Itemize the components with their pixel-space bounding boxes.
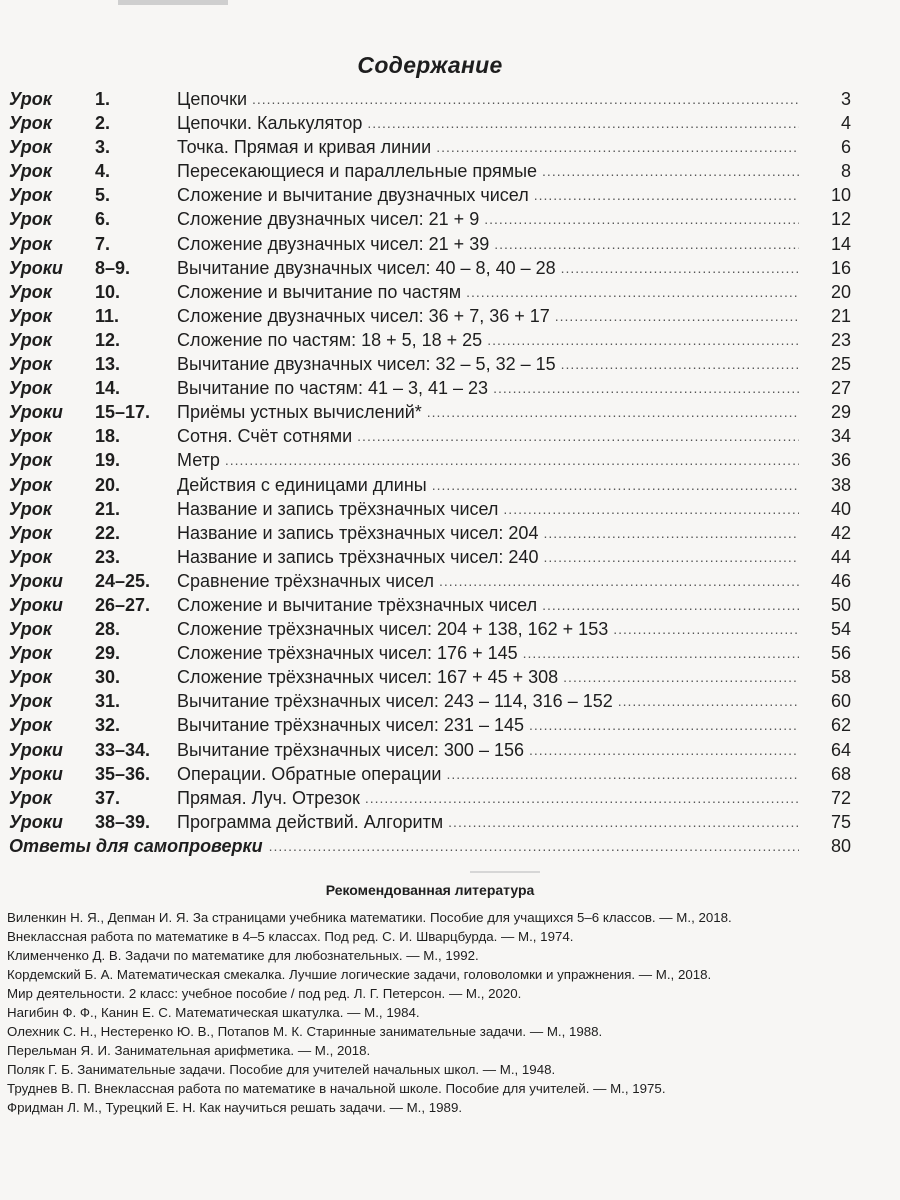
lesson-number: 32.	[95, 715, 121, 736]
lesson-page: 54	[830, 619, 851, 640]
lesson-title: Вычитание двузначных чисел: 32 – 5, 32 – 15	[177, 354, 556, 375]
lesson-number: 23.	[95, 546, 121, 567]
lesson-entry	[177, 617, 799, 641]
lesson-number: 12.	[95, 329, 121, 350]
lesson-entry	[177, 87, 799, 111]
lesson-word: Урок	[9, 281, 52, 302]
lesson-title: Сложение по частям: 18 + 5, 18 + 25	[177, 329, 483, 350]
lesson-number: 4.	[95, 161, 111, 182]
lesson-page: 50	[830, 594, 851, 615]
lesson-number: 6.	[95, 209, 111, 230]
lesson-page: 40	[830, 498, 851, 519]
lesson-word: Урок	[9, 667, 52, 688]
toc-row	[9, 689, 851, 713]
literature-item: Внеклассная работа по математике в 4–5 классах. Под ред. С. И. Шварцбурда. — М., 1974.	[7, 929, 574, 944]
lesson-page: 10	[830, 185, 851, 206]
dot-leader	[534, 183, 799, 207]
lesson-entry	[177, 304, 799, 328]
lesson-title: Вычитание двузначных чисел: 40 – 8, 40 – 28	[177, 257, 556, 278]
lesson-page: 75	[830, 811, 851, 832]
lesson-word: Урок	[9, 643, 52, 664]
lesson-number: 1.	[95, 89, 111, 109]
lesson-number: 24–25.	[95, 570, 151, 591]
toc-row	[9, 183, 851, 207]
lesson-title: Сотня. Счёт сотнями	[177, 426, 353, 447]
lesson-page: 36	[830, 450, 851, 471]
lesson-page: 8	[840, 161, 851, 182]
lesson-number: 2.	[95, 113, 111, 134]
lesson-title: Программа действий. Алгоритм	[177, 811, 444, 832]
lesson-entry	[177, 786, 799, 810]
answers-row	[9, 834, 851, 858]
toc-row	[9, 786, 851, 810]
lesson-title: Сложение трёхзначных чисел: 176 + 145	[177, 643, 518, 664]
lesson-title: Цепочки. Калькулятор	[177, 113, 363, 134]
lesson-page: 4	[840, 113, 851, 134]
toc-row	[9, 545, 851, 569]
lesson-number: 10.	[95, 281, 121, 302]
lesson-number: 35–36.	[95, 763, 151, 784]
lesson-entry	[177, 762, 799, 786]
toc-row	[9, 497, 851, 521]
table-of-contents	[9, 87, 851, 858]
lesson-title: Вычитание трёхзначных чисел: 231 – 145	[177, 715, 524, 736]
dot-leader	[439, 569, 799, 593]
toc-row	[9, 738, 851, 762]
dot-leader	[561, 352, 799, 376]
lesson-title: Пересекающиеся и параллельные прямые	[177, 161, 538, 182]
toc-row	[9, 232, 851, 256]
lesson-title: Вычитание трёхзначных чисел: 243 – 114, 316 – 152	[177, 691, 613, 712]
lesson-title: Приёмы устных вычислений*	[177, 402, 422, 423]
lesson-word: Уроки	[9, 763, 63, 784]
lesson-word: Уроки	[9, 739, 63, 760]
lesson-entry	[177, 665, 799, 689]
dot-leader	[365, 786, 799, 810]
literature-item: Нагибин Ф. Ф., Канин Е. С. Математическая шкатулка. — М., 1984.	[7, 1005, 420, 1020]
lesson-page: 21	[830, 305, 851, 326]
lesson-entry	[177, 280, 799, 304]
lesson-word: Урок	[9, 378, 52, 399]
dot-leader	[487, 328, 799, 352]
lesson-title: Название и запись трёхзначных чисел: 204	[177, 522, 539, 543]
lesson-page: 14	[830, 233, 851, 254]
lesson-word: Урок	[9, 450, 52, 471]
toc-row	[9, 159, 851, 183]
toc-row	[9, 617, 851, 641]
lesson-word: Урок	[9, 329, 52, 350]
toc-row	[9, 280, 851, 304]
lesson-page: 27	[830, 378, 851, 399]
lesson-page: 56	[830, 643, 851, 664]
dot-leader	[503, 497, 799, 521]
lesson-number: 33–34.	[95, 739, 151, 760]
toc-row	[9, 810, 851, 834]
lesson-entry	[177, 256, 799, 280]
lesson-word: Урок	[9, 89, 52, 109]
toc-row	[9, 473, 851, 497]
lesson-entry	[177, 810, 799, 834]
toc-row	[9, 352, 851, 376]
lesson-title: Сравнение трёхзначных чисел	[177, 570, 435, 591]
toc-row	[9, 400, 851, 424]
dot-leader	[529, 738, 799, 762]
dot-leader	[523, 641, 799, 665]
lesson-page: 58	[830, 667, 851, 688]
lesson-number: 21.	[95, 498, 121, 519]
lesson-word: Урок	[9, 691, 52, 712]
section-divider	[470, 871, 540, 873]
lesson-word: Урок	[9, 113, 52, 134]
dot-leader	[252, 87, 799, 111]
lesson-page: 34	[830, 426, 851, 447]
lesson-number: 30.	[95, 667, 121, 688]
lesson-entry	[177, 593, 799, 617]
toc-row	[9, 304, 851, 328]
toc-row	[9, 713, 851, 737]
lesson-word: Уроки	[9, 402, 63, 423]
lesson-entry	[177, 328, 799, 352]
answers-entry	[9, 834, 799, 858]
lesson-title: Сложение трёхзначных чисел: 167 + 45 + 308	[177, 667, 559, 688]
lesson-page: 12	[830, 209, 851, 230]
lesson-entry	[177, 497, 799, 521]
toc-row	[9, 521, 851, 545]
lesson-page: 60	[830, 691, 851, 712]
dot-leader	[563, 665, 799, 689]
lesson-page: 38	[830, 474, 851, 495]
toc-row	[9, 256, 851, 280]
lesson-number: 8–9.	[95, 257, 131, 278]
lesson-page: 6	[840, 137, 851, 158]
lesson-word: Урок	[9, 185, 52, 206]
lesson-number: 22.	[95, 522, 121, 543]
lesson-title: Прямая. Луч. Отрезок	[177, 787, 360, 808]
lesson-entry	[177, 569, 799, 593]
lesson-entry	[177, 232, 799, 256]
dot-leader	[446, 762, 799, 786]
dot-leader	[357, 424, 799, 448]
lesson-page: 16	[830, 257, 851, 278]
lesson-word: Урок	[9, 474, 52, 495]
lesson-page: 23	[830, 329, 851, 350]
lesson-title: Сложение двузначных чисел: 21 + 9	[177, 209, 480, 230]
lesson-word: Урок	[9, 137, 52, 158]
lesson-entry	[177, 521, 799, 545]
literature-item: Поляк Г. Б. Занимательные задачи. Пособие для учителей начальных школ. — М., 1948.	[7, 1062, 556, 1077]
lesson-entry	[177, 183, 799, 207]
lesson-word: Урок	[9, 619, 52, 640]
lesson-number: 15–17.	[95, 402, 151, 423]
toc-row	[9, 135, 851, 159]
lesson-word: Урок	[9, 522, 52, 543]
lesson-entry	[177, 641, 799, 665]
lesson-page: 42	[830, 522, 851, 543]
dot-leader	[543, 521, 799, 545]
lesson-word: Уроки	[9, 257, 63, 278]
lesson-number: 38–39.	[95, 811, 151, 832]
toc-row	[9, 569, 851, 593]
lesson-page: 44	[830, 546, 851, 567]
lesson-page: 72	[830, 787, 851, 808]
literature-list	[7, 908, 865, 1117]
lesson-entry	[177, 448, 799, 472]
dot-leader	[555, 304, 799, 328]
lesson-word: Урок	[9, 426, 52, 447]
toc-row	[9, 207, 851, 231]
lesson-title: Цепочки	[177, 89, 247, 109]
lesson-number: 7.	[95, 233, 111, 254]
lesson-entry	[177, 689, 799, 713]
lesson-page: 3	[840, 89, 851, 109]
toc-row	[9, 593, 851, 617]
lesson-page: 25	[830, 354, 851, 375]
lesson-word: Урок	[9, 715, 52, 736]
lesson-entry	[177, 400, 799, 424]
literature-item: Виленкин Н. Я., Депман И. Я. За страницами учебника математики. Пособие для учащихся 5–6 классов. — М., 2018.	[7, 910, 732, 925]
lesson-number: 26–27.	[95, 594, 151, 615]
lesson-word: Урок	[9, 546, 52, 567]
lesson-word: Урок	[9, 209, 52, 230]
lesson-word: Урок	[9, 305, 52, 326]
answers-page: 80	[830, 835, 851, 856]
lesson-number: 29.	[95, 643, 121, 664]
lesson-number: 13.	[95, 354, 121, 375]
lesson-entry	[177, 545, 799, 569]
lesson-page: 64	[830, 739, 851, 760]
literature-item: Кордемский Б. А. Математическая смекалка. Лучшие логические задачи, головоломки и упражнения. — М., 2018.	[7, 967, 712, 982]
lesson-page: 20	[830, 281, 851, 302]
lesson-word: Урок	[9, 354, 52, 375]
lesson-word: Урок	[9, 233, 52, 254]
lesson-page: 68	[830, 763, 851, 784]
dot-leader	[427, 400, 799, 424]
lesson-entry	[177, 376, 799, 400]
lesson-title: Сложение двузначных чисел: 21 + 39	[177, 233, 490, 254]
lesson-word: Уроки	[9, 570, 63, 591]
lesson-entry	[177, 424, 799, 448]
literature-item: Мир деятельности. 2 класс: учебное пособие / под ред. Л. Г. Петерсон. — М., 2020.	[7, 986, 522, 1001]
toc-row	[9, 762, 851, 786]
lesson-title: Точка. Прямая и кривая линии	[177, 137, 432, 158]
dot-leader	[542, 159, 799, 183]
toc-title: Содержание	[357, 52, 503, 78]
dot-leader	[529, 713, 799, 737]
toc-row	[9, 641, 851, 665]
lesson-title: Сложение и вычитание по частям	[177, 281, 462, 302]
dot-leader	[543, 545, 799, 569]
literature-item: Фридман Л. М., Турецкий Е. Н. Как научиться решать задачи. — М., 1989.	[7, 1100, 463, 1115]
dot-leader	[448, 810, 799, 834]
lesson-title: Сложение двузначных чисел: 36 + 7, 36 + 17	[177, 305, 550, 326]
lesson-number: 20.	[95, 474, 121, 495]
dot-leader	[225, 448, 799, 472]
lesson-title: Сложение и вычитание трёхзначных чисел	[177, 594, 538, 615]
toc-row	[9, 87, 851, 111]
dot-leader	[367, 111, 799, 135]
lesson-title: Операции. Обратные операции	[177, 763, 442, 784]
lesson-entry	[177, 738, 799, 762]
dot-leader	[432, 473, 799, 497]
dot-leader	[269, 834, 799, 858]
dot-leader	[618, 689, 799, 713]
dot-leader	[493, 376, 799, 400]
literature-item: Перельман Я. И. Занимательная арифметика. — М., 2018.	[7, 1043, 371, 1058]
lesson-number: 5.	[95, 185, 111, 206]
lesson-number: 14.	[95, 378, 121, 399]
dot-leader	[436, 135, 799, 159]
lesson-entry	[177, 713, 799, 737]
toc-row	[9, 376, 851, 400]
lesson-page: 46	[830, 570, 851, 591]
literature-item: Олехник С. Н., Нестеренко Ю. В., Потапов М. К. Старинные занимательные задачи. — М., 1988.	[7, 1024, 603, 1039]
lesson-number: 37.	[95, 787, 121, 808]
lesson-title: Название и запись трёхзначных чисел	[177, 498, 499, 519]
dot-leader	[542, 593, 799, 617]
dot-leader	[613, 617, 799, 641]
lesson-title: Действия с единицами длины	[177, 474, 427, 495]
lesson-word: Урок	[9, 498, 52, 519]
lesson-number: 28.	[95, 619, 121, 640]
lesson-word: Уроки	[9, 811, 63, 832]
lesson-number: 3.	[95, 137, 111, 158]
lesson-page: 29	[830, 402, 851, 423]
lesson-word: Уроки	[9, 594, 63, 615]
literature-item: Труднев В. П. Внеклассная работа по математике в начальной школе. Пособие для учителей. — М., 1975.	[7, 1081, 666, 1096]
lesson-title: Метр	[177, 450, 220, 471]
lesson-title: Сложение трёхзначных чисел: 204 + 138, 162 + 153	[177, 619, 609, 640]
lesson-title: Вычитание по частям: 41 – 3, 41 – 23	[177, 378, 489, 399]
lesson-page: 62	[830, 715, 851, 736]
lesson-entry	[177, 352, 799, 376]
lesson-entry	[177, 207, 799, 231]
dot-leader	[561, 256, 799, 280]
lesson-number: 19.	[95, 450, 121, 471]
literature-item: Клименченко Д. В. Задачи по математике для любознательных. — М., 1992.	[7, 948, 479, 963]
toc-row	[9, 424, 851, 448]
answers-label: Ответы для самопроверки	[9, 835, 263, 856]
dot-leader	[494, 232, 799, 256]
lesson-word: Урок	[9, 787, 52, 808]
lesson-number: 18.	[95, 426, 121, 447]
dot-leader	[484, 207, 799, 231]
top-edge-mark	[118, 0, 228, 5]
lesson-title: Вычитание трёхзначных чисел: 300 – 156	[177, 739, 524, 760]
lesson-number: 31.	[95, 691, 121, 712]
dot-leader	[466, 280, 799, 304]
literature-title: Рекомендованная литература	[325, 882, 535, 898]
toc-row	[9, 448, 851, 472]
lesson-title: Название и запись трёхзначных чисел: 240	[177, 546, 539, 567]
lesson-entry	[177, 135, 799, 159]
lesson-word: Урок	[9, 161, 52, 182]
lesson-entry	[177, 111, 799, 135]
lesson-title: Сложение и вычитание двузначных чисел	[177, 185, 529, 206]
toc-row	[9, 111, 851, 135]
lesson-entry	[177, 159, 799, 183]
toc-row	[9, 328, 851, 352]
lesson-number: 11.	[95, 305, 120, 326]
toc-row	[9, 665, 851, 689]
lesson-entry	[177, 473, 799, 497]
